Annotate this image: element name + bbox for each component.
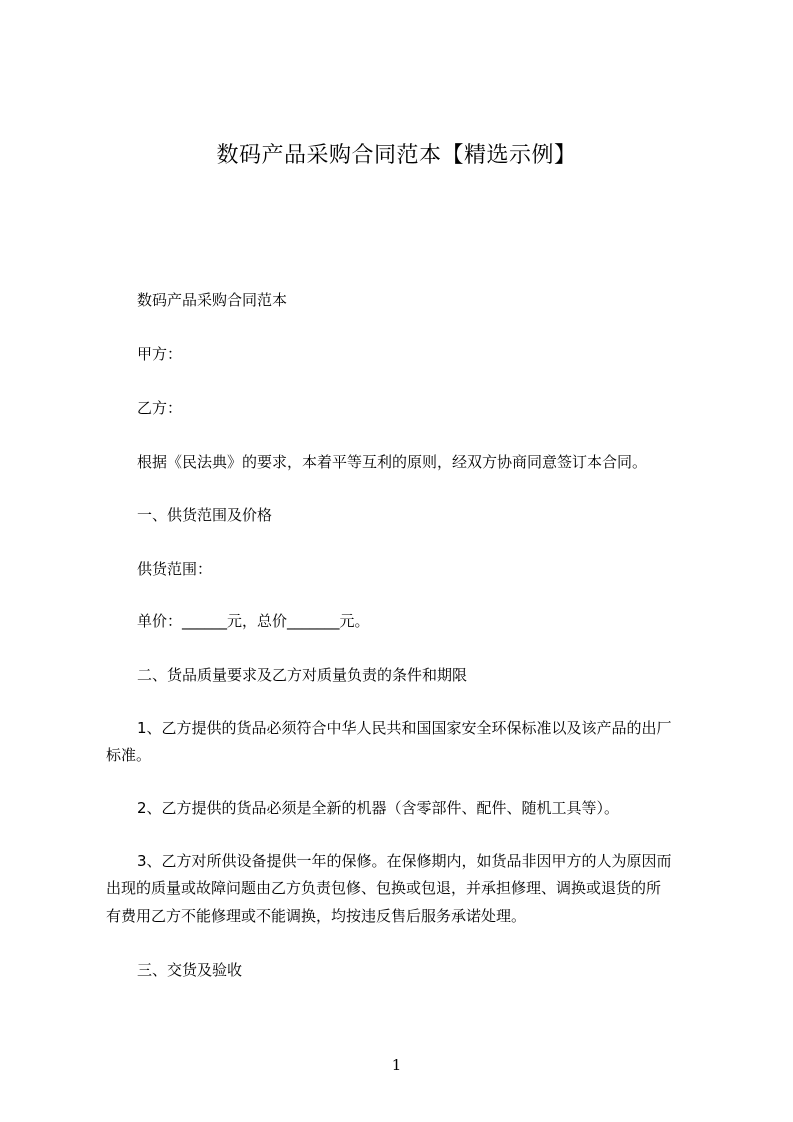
section-3-title: 三、交货及验收 bbox=[137, 961, 243, 979]
document-title: 数码产品采购合同范本【精选示例】 bbox=[216, 143, 577, 168]
preamble-paragraph: 根据《民法典》的要求，本着平等互利的原则，经双方协商同意签订本合同。 bbox=[137, 453, 648, 471]
clause-2: 2、乙方提供的货品必须是全新的机器（含零部件、配件、随机工具等）。 bbox=[137, 799, 620, 817]
clause-3-line-1: 3、乙方对所供设备提供一年的保修。在保修期内，如货品非因甲方的人为原因而 bbox=[137, 852, 672, 870]
party-a-line: 甲方： bbox=[137, 345, 183, 363]
party-b-line: 乙方： bbox=[137, 399, 183, 417]
contract-heading: 数码产品采购合同范本 bbox=[137, 291, 288, 309]
section-2-title: 二、货品质量要求及乙方对质量负责的条件和期限 bbox=[137, 666, 468, 684]
clause-3-line-3: 有费用乙方不能修理或不能调换，均按违反售后服务承诺处理。 bbox=[106, 907, 527, 925]
price-line: 单价：______元，总价_______元。 bbox=[137, 612, 370, 630]
section-1-title: 一、供货范围及价格 bbox=[137, 506, 273, 524]
clause-1-line-1: 1、乙方提供的货品必须符合中华人民共和国国家安全环保标准以及该产品的出厂 bbox=[137, 719, 672, 737]
supply-scope-line: 供货范围： bbox=[137, 560, 213, 578]
clause-3-line-2: 出现的质量或故障问题由乙方负责包修、包换或包退，并承担修理、调换或退货的所 bbox=[106, 879, 662, 897]
page-number: 1 bbox=[391, 1056, 402, 1074]
clause-1-line-2: 标准。 bbox=[106, 746, 152, 764]
